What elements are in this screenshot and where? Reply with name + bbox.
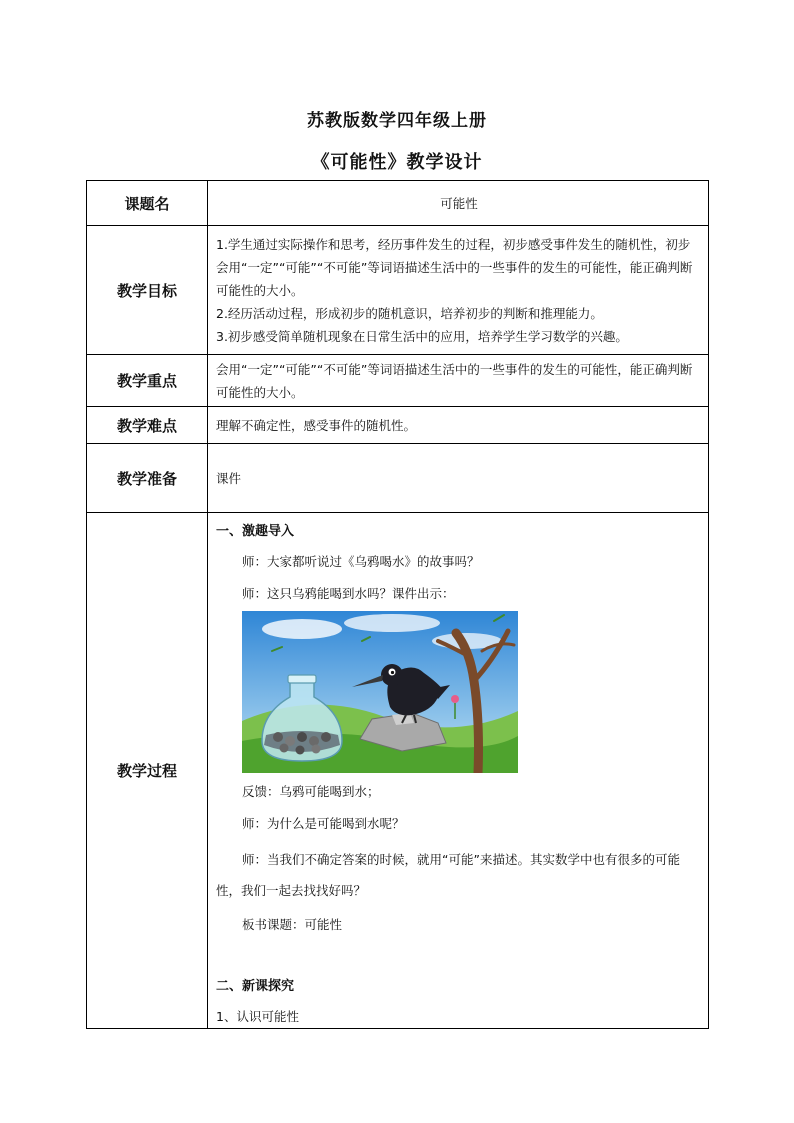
section-heading: 二、新课探究 [216, 979, 295, 994]
difficulty-value: 理解不确定性，感受事件的随机性。 [208, 407, 709, 444]
process-paragraph: 师：当我们不确定答案的时候，就用“可能”来描述。其实数学中也有很多的可能性，我们一起去找找好吗？ [216, 852, 680, 898]
process-line: 师：为什么是可能喝到水呢？ [242, 816, 405, 831]
preparation-label: 教学准备 [87, 444, 208, 513]
crow-and-bottle-illustration [242, 611, 518, 773]
process-line: 师：大家都听说过《乌鸦喝水》的故事吗？ [242, 554, 480, 569]
row-difficulty [87, 407, 709, 444]
topic-value: 可能性 [208, 181, 709, 226]
process-line: 反馈：乌鸦可能喝到水； [242, 784, 380, 799]
goals-label: 教学目标 [87, 226, 208, 355]
row-goals [87, 226, 709, 355]
topic-label: 课题名 [87, 181, 208, 226]
row-topic [87, 181, 709, 226]
key-point-value: 会用“一定”“可能”“不可能”等词语描述生活中的一些事件的发生的可能性，能正确判断可能性的大小。 [208, 355, 709, 407]
section-heading: 一、激趣导入 [216, 524, 295, 539]
preparation-value: 课件 [208, 444, 709, 513]
row-preparation [87, 444, 709, 513]
process-cell [208, 513, 709, 1029]
row-process [87, 513, 709, 1029]
key-point-label: 教学重点 [87, 355, 208, 407]
difficulty-label: 教学难点 [87, 407, 208, 444]
process-line: 1、认识可能性 [216, 1009, 299, 1024]
goal-item: 3.初步感受简单随机现象在日常生活中的应用，培养学生学习数学的兴趣。 [216, 328, 628, 344]
doc-title-line1: 苏教版数学四年级上册 [307, 111, 487, 131]
doc-title-line2: 《可能性》教学设计 [311, 152, 483, 173]
row-key-point [87, 355, 709, 407]
process-line: 师：这只乌鸦能喝到水吗？课件出示： [242, 586, 455, 601]
lesson-plan-table [86, 180, 709, 1029]
process-label: 教学过程 [87, 513, 208, 1029]
goal-item: 1.学生通过实际操作和思考，经历事件发生的过程，初步感受事件发生的随机性，初步会用“一定”“可能”“不可能”等词语描述生活中的一些事件的发生的可能性，能正确判断可能性的大小。 [216, 236, 693, 298]
goals-cell [208, 226, 709, 355]
goal-item: 2.经历活动过程，形成初步的随机意识，培养初步的判断和推理能力。 [216, 305, 603, 321]
process-line: 板书课题：可能性 [242, 917, 343, 932]
